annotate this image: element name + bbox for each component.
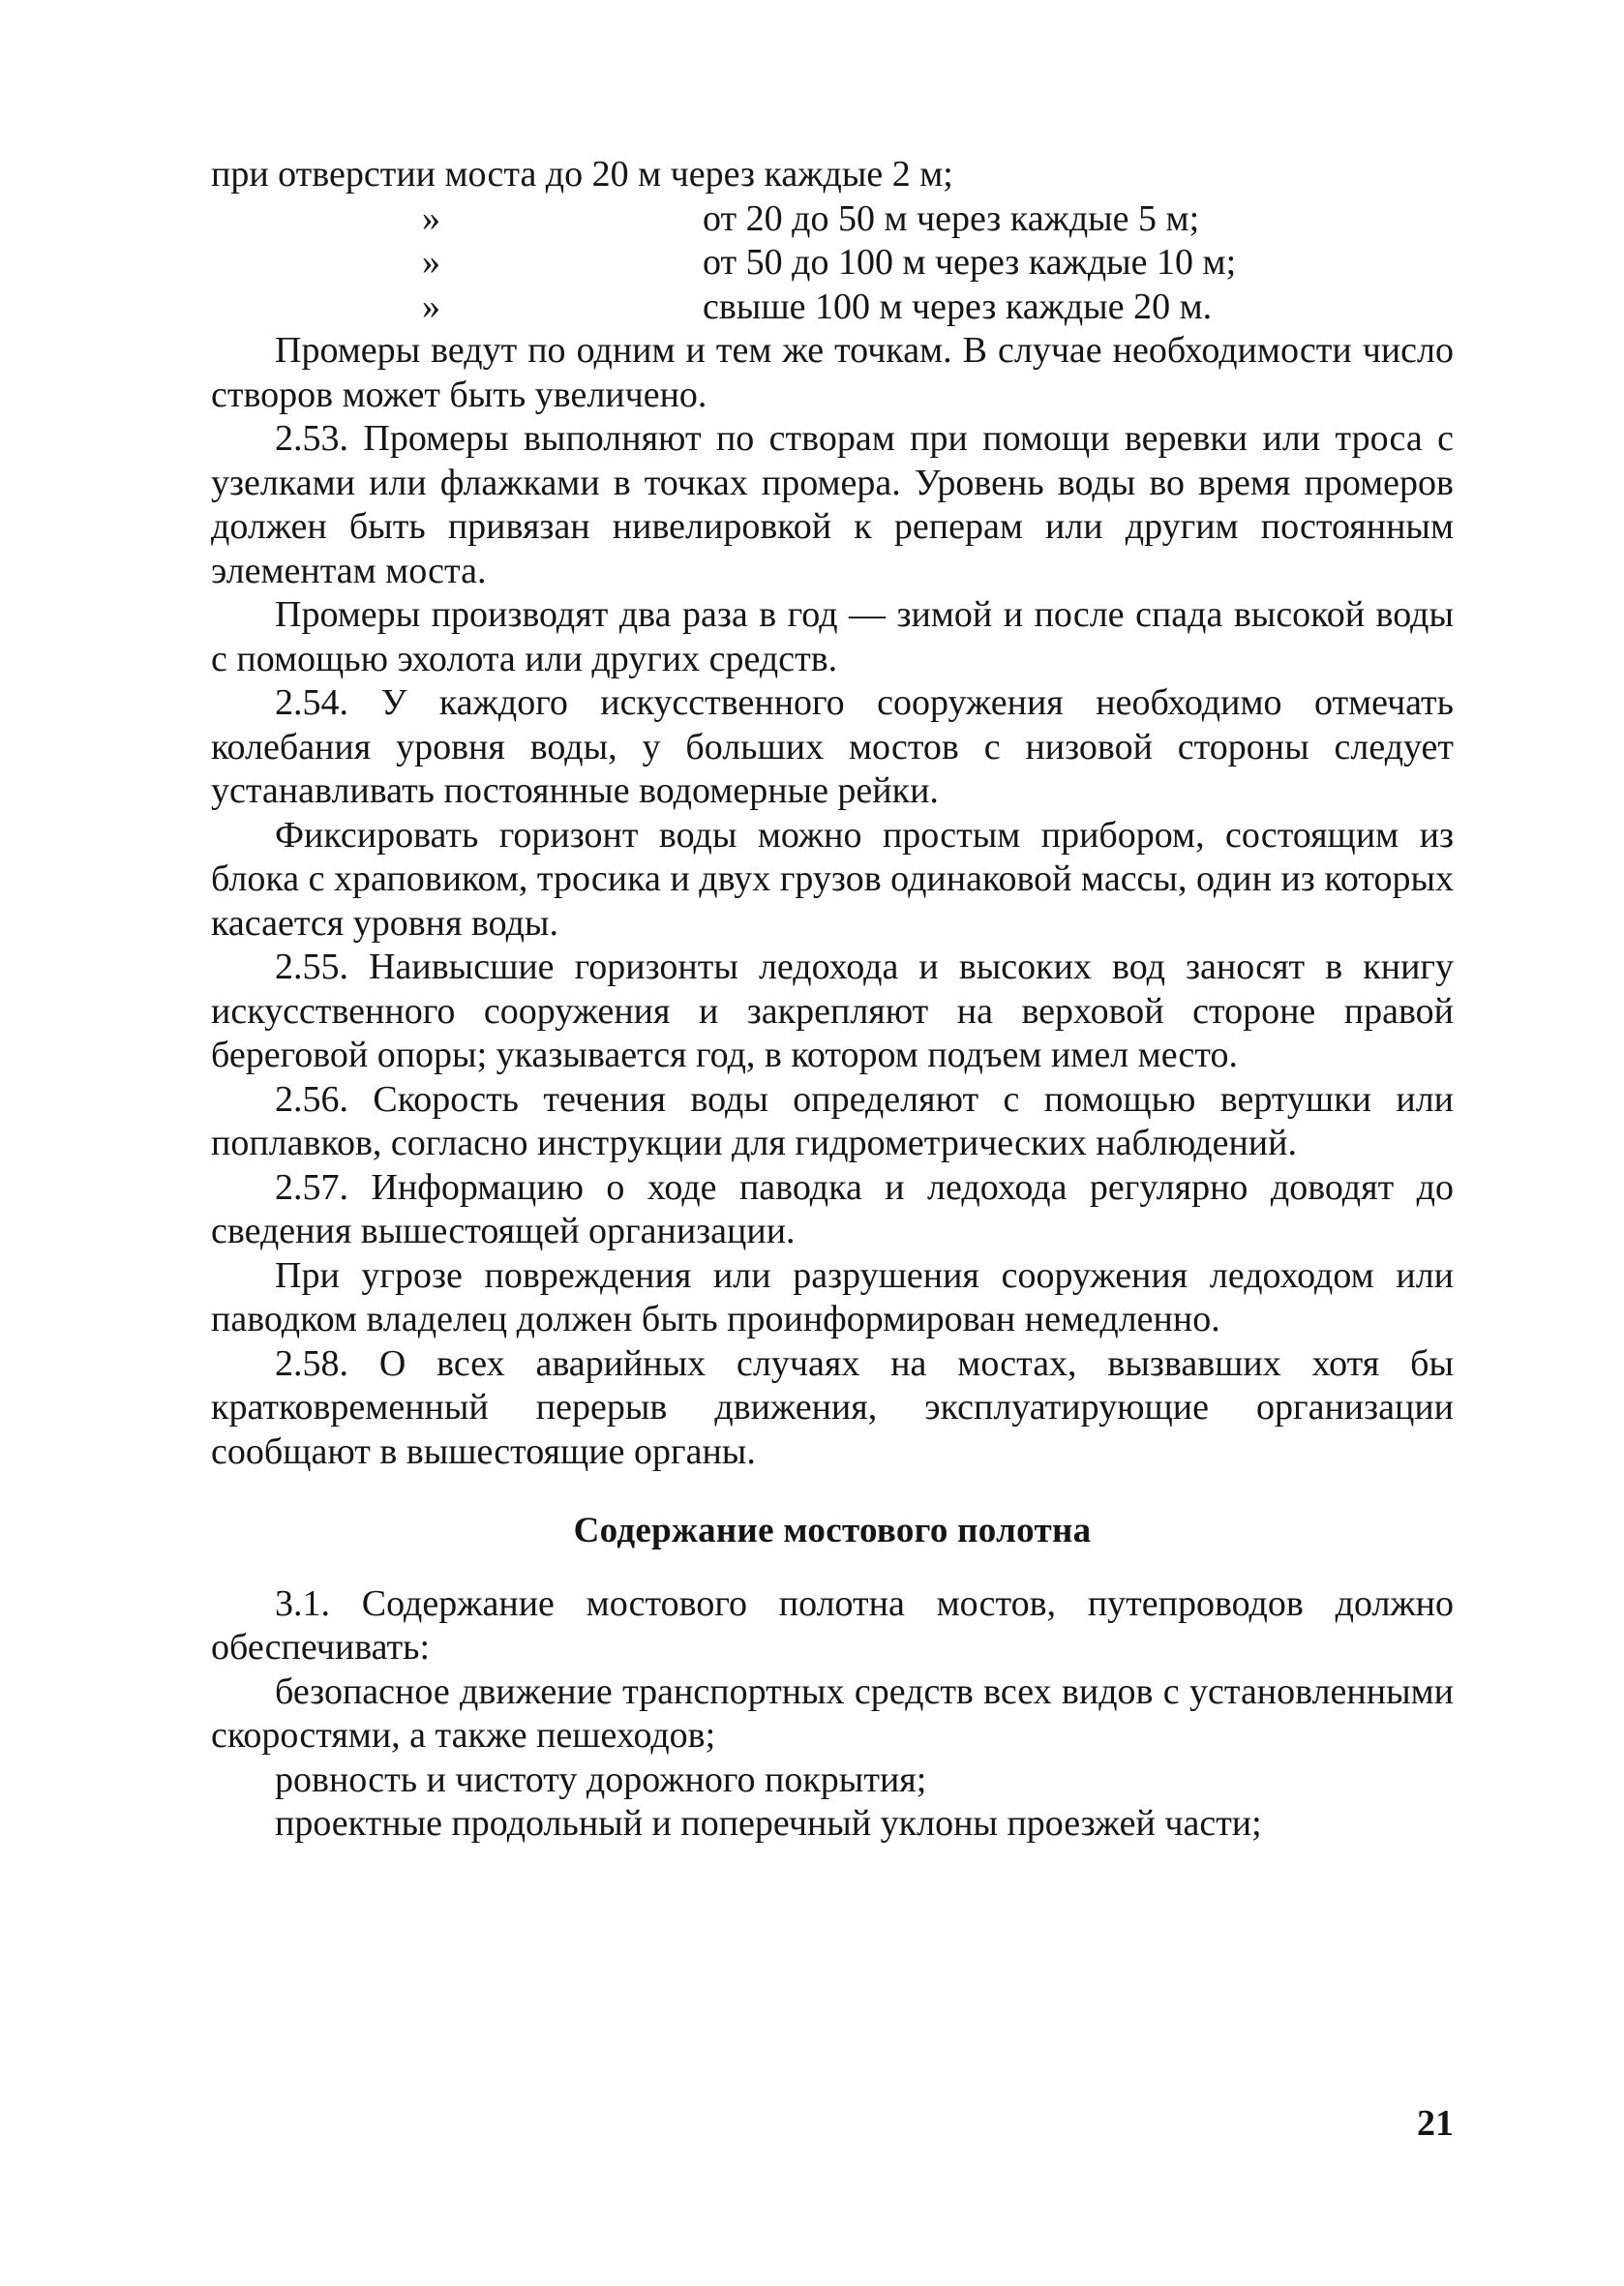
paragraph: Промеры ведут по одним и тем же точкам. В случае необходимости число створов может быть увеличено.: [211, 330, 1454, 415]
text-column: [211, 153, 1454, 1847]
interval-line-2: [211, 197, 1454, 242]
interval-line-1: при отверстии моста до 20 м через каждые 2 м;: [211, 154, 953, 195]
ditto-mark: »: [422, 286, 440, 327]
paragraph: При угрозе повреждения или разрушения сооружения ледоходом или паводком владелец должен быть проинформирован немедленно.: [211, 1254, 1454, 1339]
paragraph-2-55: 2.55. Наивысшие горизонты ледохода и высоких вод заносят в книгу искусственного сооружения и закрепляют на верховой стороне правой береговой опоры; указывается год, в котором подъем имел место.: [211, 947, 1454, 1075]
interval-text: от 50 до 100 м через каждые 10 м;: [703, 242, 1237, 283]
ditto-mark: »: [422, 242, 440, 283]
paragraph-2-56: 2.56. Скорость течения воды определяют с помощью вертушки или поплавков, согласно инструкции для гидрометрических наблюдений.: [211, 1078, 1454, 1163]
paragraph-2-53: 2.53. Промеры выполняют по створам при помощи веревки или троса с узелками или флажками в точках промера. Уровень воды во время промеров должен быть привязан нивелировкой к реперам или другим постоянным элементам моста.: [211, 418, 1454, 591]
paragraph: Промеры производят два раза в год — зимой и после спада высокой воды с помощью эхолота или других средств.: [211, 594, 1454, 679]
list-item: безопасное движение транспортных средств всех видов с установленными скоростями, а также пешеходов;: [211, 1670, 1454, 1756]
paragraph-2-54: 2.54. У каждого искусственного сооружения необходимо отмечать колебания уровня воды, у больших мостов с низовой стороны следует устанавливать постоянные водомерные рейки.: [211, 682, 1454, 811]
ditto-mark: »: [422, 197, 440, 239]
paragraph-3-1: 3.1. Содержание мостового полотна мостов, путепроводов должно обеспечивать:: [211, 1582, 1454, 1668]
page-number: 21: [1417, 2103, 1454, 2144]
paragraph: Фиксировать горизонт воды можно простым прибором, состоящим из блока с храповиком, тросика и двух грузов одинаковой массы, один из которых касается уровня воды.: [211, 814, 1454, 944]
paragraph-2-58: 2.58. О всех аварийных случаях на мостах, вызвавших хотя бы кратковременный перерыв движения, эксплуатирующие организации сообщают в вышестоящие органы.: [211, 1342, 1454, 1472]
section-heading: Содержание мостового полотна: [573, 1511, 1092, 1550]
interval-line-4: [211, 286, 1454, 330]
interval-text: от 20 до 50 м через каждые 5 м;: [703, 197, 1200, 239]
list-item: проектные продольный и поперечный уклоны проезжей части;: [275, 1803, 1262, 1844]
paragraph-2-57: 2.57. Информацию о ходе паводка и ледохода регулярно доводят до сведения вышестоящей организации.: [211, 1166, 1454, 1251]
list-item: ровность и чистоту дорожного покрытия;: [275, 1759, 927, 1800]
interval-text: свыше 100 м через каждые 20 м.: [703, 286, 1213, 327]
interval-line-3: [211, 241, 1454, 286]
